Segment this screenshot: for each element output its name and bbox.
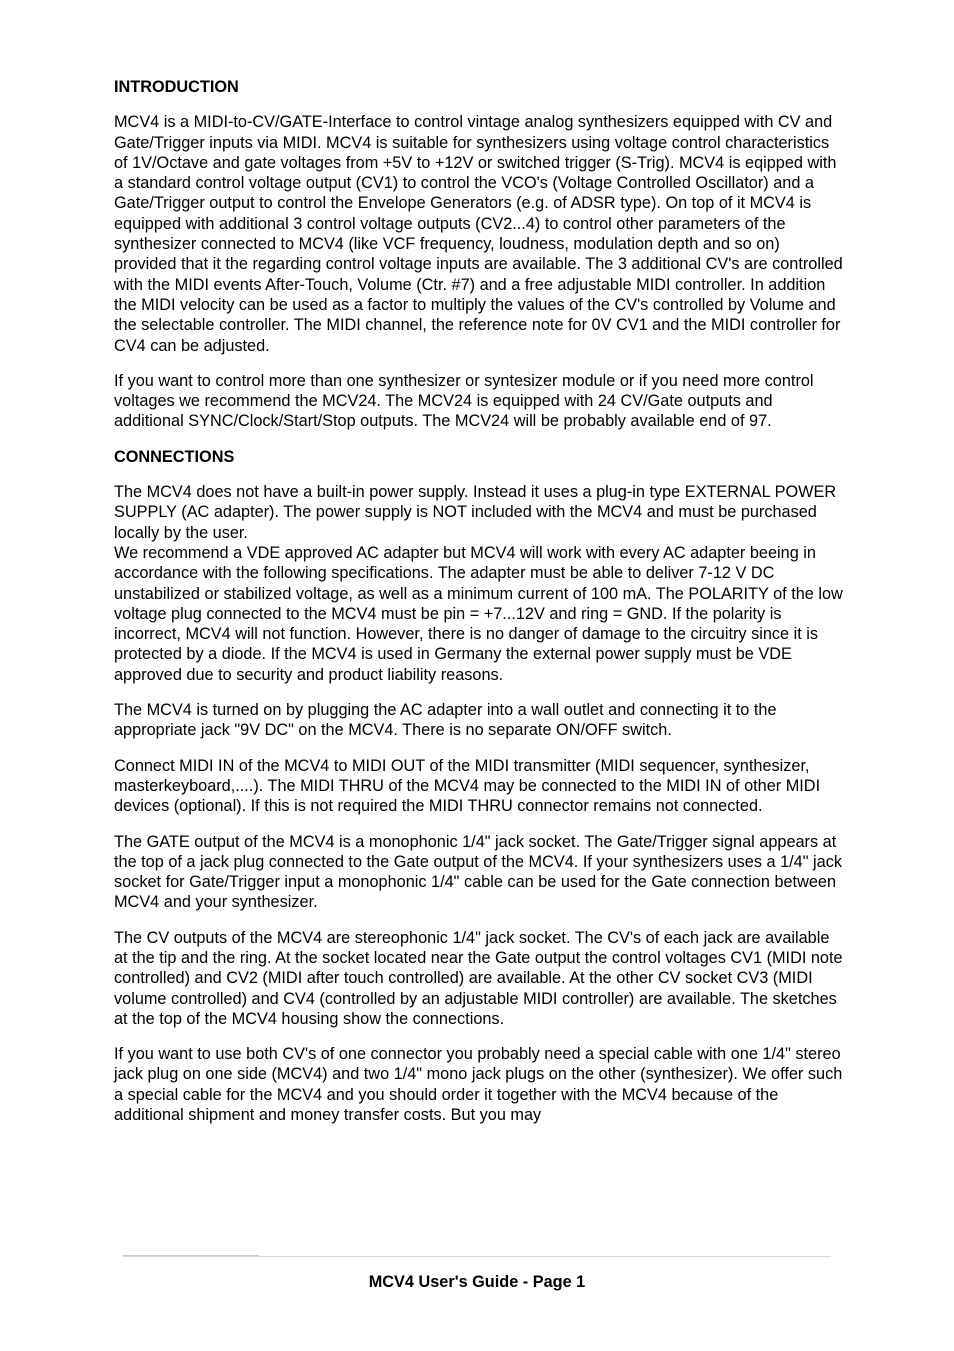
paragraph: MCV4 is a MIDI-to-CV/GATE-Interface to control vintage analog synthesizers equipped with CV and Gate/Trigger inputs via MIDI. MCV4 is suitable for synthesizers using voltage control characteristics of 1V/Octave and gate voltages from +5V to +12V or switched trigger (S-Trig). MCV4 is eqipped with a standard control voltage output (CV1) to control the VCO's (Voltage Controlled Oscillator) and a Gate/Trigger output to control the Envelope Generators (e.g. of ADSR type). On top of it MCV4 is equipped with additional 3 control voltage outputs (CV2...4) to control other parameters of the synthesizer connected to MCV4 (like VCF frequency, loudness, modulation depth and so on) provided that it the regarding control voltage inputs are available. The 3 additional CV's are controlled with the MIDI events After-Touch, Volume (Ctr. #7) and a free adjustable MIDI controller. In addition the MIDI velocity can be used as a factor to multiply the values of the CV's controlled by Volume and the selectable controller. The MIDI channel, the reference note for 0V CV1 and the MIDI controller for CV4 can be adjusted. [114, 113, 843, 355]
paragraph: The CV outputs of the MCV4 are stereophonic 1/4" jack socket. The CV's of each jack are available at the tip and the ring. At the socket located near the Gate output the control voltages CV1 (MIDI note controlled) and CV2 (MIDI after touch controlled) are available. At the other CV socket CV3 (MIDI volume controlled) and CV4 (controlled by an adjustable MIDI controller) are available. The sketches at the top of the MCV4 housing show the connections. [114, 928, 843, 1028]
paragraph: If you want to use both CV's of one connector you probably need a special cable with one 1/4" stereo jack plug on one side (MCV4) and two 1/4" mono jack plugs on the other (synthesizer). We offer such a special cable for the MCV4 and you should order it together with the MCV4 because of the additional shipment and money transfer costs. But you may [114, 1045, 843, 1125]
footer-divider [123, 1256, 831, 1257]
paragraph: We recommend a VDE approved AC adapter but MCV4 will work with every AC adapter beeing in accordance with the following specifications. The adapter must be able to deliver 7-12 V DC unstabilized or stabilized voltage, as well as a minimum current of 100 mA. The POLARITY of the low voltage plug connected to the MCV4 must be pin = +7...12V and ring = GND. If the polarity is incorrect, MCV4 will not function. However, there is no danger of damage to the circuitry since it is protected by a diode. If the MCV4 is used in Germany the external power supply must be VDE approved due to security and product liability reasons. [114, 543, 843, 684]
page-footer: MCV4 User's Guide - Page 1 [368, 1273, 586, 1291]
section-heading-introduction: INTRODUCTION [114, 78, 239, 96]
document-body [114, 77, 844, 1140]
paragraph: The MCV4 does not have a built-in power supply. Instead it uses a plug-in type EXTERNAL POWER SUPPLY (AC adapter). The power supply is NOT included with the MCV4 and must be purchased locally by the user. [114, 483, 837, 542]
paragraph: Connect MIDI IN of the MCV4 to MIDI OUT of the MIDI transmitter (MIDI sequencer, synthesizer, masterkeyboard,....). The MIDI THRU of the MCV4 may be connected to the MIDI IN of other MIDI devices (optional). If this is not required the MIDI THRU connector remains not connected. [114, 756, 821, 816]
paragraph: If you want to control more than one synthesizer or syntesizer module or if you need more control voltages we recommend the MCV24. The MCV24 is equipped with 24 CV/Gate outputs and additional SYNC/Clock/Start/Stop outputs. The MCV24 will be probably available end of 97. [114, 371, 814, 431]
footer-divider-accent [123, 1255, 259, 1256]
paragraph: The MCV4 is turned on by plugging the AC adapter into a wall outlet and connecting it to the appropriate jack "9V DC" on the MCV4. There is no separate ON/OFF switch. [114, 701, 777, 740]
paragraph: The GATE output of the MCV4 is a monophonic 1/4" jack socket. The Gate/Trigger signal appears at the top of a jack plug connected to the Gate output of the MCV4. If your synthesizers uses a 1/4" jack socket for Gate/Trigger input a monophonic 1/4" cable can be used for the Gate connection between MCV4 and your synthesizer. [114, 832, 842, 912]
section-heading-connections: CONNECTIONS [114, 447, 235, 466]
